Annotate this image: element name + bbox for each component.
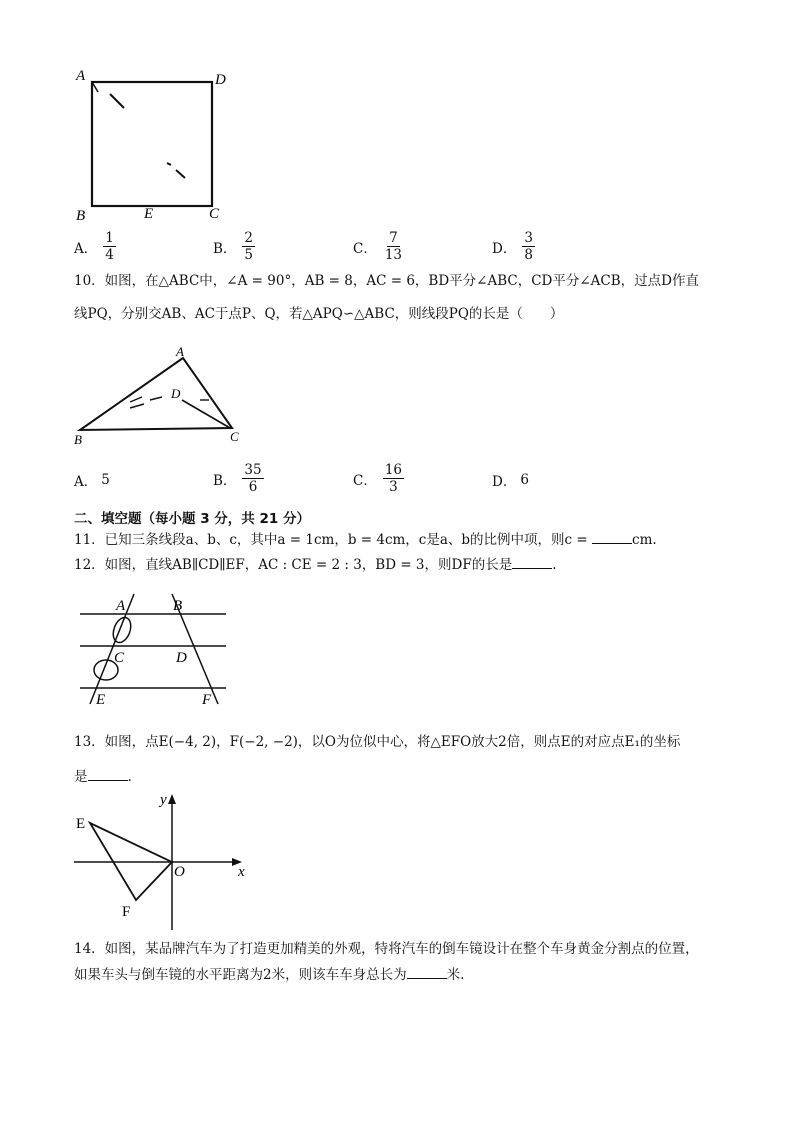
q14-line1: 14．如图，某品牌汽车为了打造更加精美的外观，特将汽车的倒车镜设计在整个车身黄金分割点的位置， — [74, 941, 699, 957]
q10-option-d: D． 6 — [492, 472, 529, 490]
q10-option-c: C． $\frac{16}{3}$ — [353, 462, 403, 495]
label-a: A — [176, 344, 184, 359]
q12-text: 12．如图，直线AB∥CD∥EF，AC : CE = 2 : 3，BD = 3，则DF的长是 . — [74, 557, 557, 573]
q9-option-d: D． $\frac{3}{8}$ — [492, 230, 533, 263]
section-heading: 二、填空题（每小题 3 分，共 21 分） — [74, 511, 310, 527]
label-d: D — [215, 72, 226, 88]
label-x: x — [238, 864, 245, 880]
answer-blank[interactable] — [407, 966, 447, 979]
diagonal-mark — [110, 94, 124, 108]
fraction: $\frac{3}{8}$ — [524, 230, 533, 263]
label-e: E — [144, 206, 154, 222]
label-a: A — [116, 598, 126, 614]
q9-option-b: B． $\frac{2}{5}$ — [213, 230, 254, 263]
ring-mark — [110, 615, 134, 645]
fraction: $\frac{7}{13}$ — [384, 230, 403, 263]
q10-figure — [70, 340, 260, 450]
fraction: $\frac{16}{3}$ — [384, 462, 403, 495]
label-e: E — [76, 816, 86, 832]
square-abcd — [92, 82, 212, 206]
fraction: $\frac{1}{4}$ — [105, 230, 114, 263]
label-c: C — [114, 650, 125, 666]
fraction: $\frac{2}{5}$ — [244, 230, 254, 263]
q10-line1: 10．如图，在△ABC中，∠A = 90°，AB = 8，AC = 6，BD平分∠ABC，CD平分∠ACB，过点D作直 — [74, 273, 700, 289]
q13-line2: 是 . — [74, 769, 132, 785]
answer-blank[interactable] — [88, 768, 128, 781]
label-y: y — [160, 792, 167, 808]
label-c: C — [230, 429, 239, 444]
label-b: B — [76, 208, 86, 224]
q11-text: 11．已知三条线段a、b、c，其中a = 1cm，b = 4cm，c是a、b的比例中项，则c = cm. — [74, 532, 657, 548]
label-f: F — [202, 692, 212, 708]
q10-line2: 线PQ，分别交AB、AC于点P、Q，若△APQ∽△ABC，则线段PQ的长是（ ） — [74, 306, 564, 322]
triangle-abc — [80, 358, 232, 430]
q13-figure — [70, 790, 260, 935]
q14-line2: 如果车头与倒车镜的水平距离为2米，则该车车身总长为 米. — [74, 967, 465, 983]
label-d: D — [171, 386, 181, 401]
label-b: B — [74, 432, 82, 447]
q10-option-a: A． 5 — [74, 472, 110, 490]
q9-option-a: A． $\frac{1}{4}$ — [74, 230, 114, 263]
q10-option-b: B． $\frac{35}{6}$ — [213, 462, 262, 495]
q9-option-c: C． $\frac{7}{13}$ — [353, 230, 403, 263]
fraction: $\frac{35}{6}$ — [244, 462, 262, 495]
label-a: A — [76, 68, 86, 84]
q12-figure — [76, 590, 236, 710]
label-e: E — [96, 692, 106, 708]
label-c: C — [209, 206, 220, 222]
answer-blank[interactable] — [512, 556, 552, 569]
label-o: O — [174, 864, 185, 880]
label-d: D — [176, 650, 187, 666]
q13-line1: 13．如图，点E(−4, 2)，F(−2, −2)，以O为位似中心，将△EFO放大2倍，则点E的对应点E₁的坐标 — [74, 734, 681, 750]
answer-blank[interactable] — [592, 531, 632, 544]
label-b: B — [173, 598, 183, 614]
label-f: F — [122, 904, 131, 920]
q9-figure — [70, 62, 240, 227]
